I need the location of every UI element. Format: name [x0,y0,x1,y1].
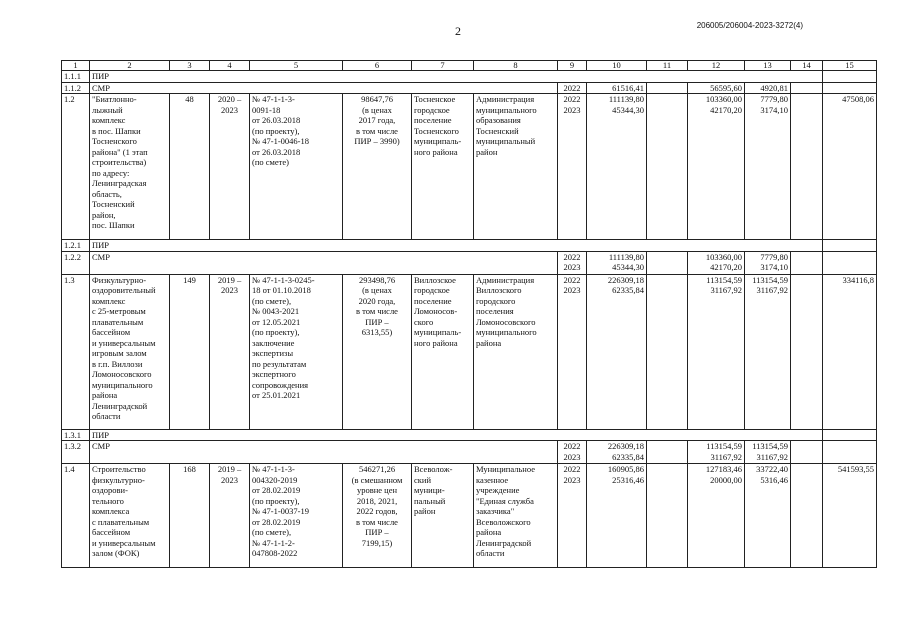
table-row [62,251,877,274]
object-name: Физкультурно- оздоровительный комплекс с 25-метровым плавательным бассейном и универсальным игровым залом в г.п. Виллози Ломоносовского муниципального района Ленинградской области [90,274,170,429]
row-label: ПИР [90,429,823,441]
amount-cell: 127183,46 20000,00 [688,464,745,568]
column-number-row [62,61,877,71]
row-label: СМР [90,82,558,94]
row-number: 1.2 [62,94,90,240]
table-row [62,71,877,83]
page-number: 2 [455,24,461,38]
amount-cell: 113154,59 31167,92 [688,274,745,429]
amount-cell: 111139,80 45344,30 [587,94,647,240]
amount-cell: 226309,18 62335,84 [587,441,647,464]
amount-cell: 103360,00 42170,20 [688,94,745,240]
period-cell: 2019 – 2023 [210,274,250,429]
settlement-cell: Тосненское городское поселение Тосненского муниципаль- ного района [412,94,474,240]
row-label: ПИР [90,240,823,252]
amount-cell: 113154,59 31167,92 [688,441,745,464]
column-number: 4 [210,61,250,71]
row-number: 1.2.2 [62,251,90,274]
investment-table [61,60,877,568]
year-cell: 2022 2023 [558,94,587,240]
amount-cell: 113154,59 31167,92 [745,441,791,464]
column-number: 15 [823,61,877,71]
column-number: 14 [791,61,823,71]
row-number: 1.4 [62,464,90,568]
column-number: 8 [474,61,558,71]
table-row [62,274,877,429]
document-code: 206005/206004-2023-3272(4) [696,21,803,30]
column-number: 3 [170,61,210,71]
amount-cell: 111139,80 45344,30 [587,251,647,274]
expertise-cell: № 47-1-1-3- 004320-2019 от 28.02.2019 (по проекту), № 47-1-0037-19 от 28.02.2019 (по смете), № 47-1-1-2- 047808-2022 [250,464,343,568]
settlement-cell: Всеволож- ский муници- пальный район [412,464,474,568]
table-row [62,464,877,568]
column-number: 9 [558,61,587,71]
total-cell: 541593,55 [823,464,877,568]
amount-cell: 7779,80 3174,10 [745,251,791,274]
column-number: 13 [745,61,791,71]
amount-cell: 4920,81 [745,82,791,94]
settlement-cell: Виллозское городское поселение Ломоносов- ского муниципаль- ного района [412,274,474,429]
year-cell: 2022 2023 [558,464,587,568]
amount-cell: 33722,40 5316,46 [745,464,791,568]
cost-cell: 546271,26 (в смешанном уровне цен 2018, 2021, 2022 годов, в том числе ПИР – 7199,15) [343,464,412,568]
row-number: 1.1.1 [62,71,90,83]
cell-value: 168 [170,464,210,568]
row-label: ПИР [90,71,823,83]
amount-cell: 56595,60 [688,82,745,94]
cell-value: 149 [170,274,210,429]
customer-cell: Администрация Виллозского городского поселения Ломоносовского муниципального района [474,274,558,429]
column-number: 2 [90,61,170,71]
year-cell: 2022 [558,82,587,94]
cell-value: 48 [170,94,210,240]
row-number: 1.3 [62,274,90,429]
column-number: 10 [587,61,647,71]
object-name: Строительство физкультурно- оздорови- тельного комплекса с плавательным бассейном и универсальным залом (ФОК) [90,464,170,568]
period-cell: 2020 – 2023 [210,94,250,240]
cost-cell: 98647,76 (в ценах 2017 года, в том числе ПИР – 3990) [343,94,412,240]
column-number: 5 [250,61,343,71]
amount-cell: 103360,00 42170,20 [688,251,745,274]
row-number: 1.3.1 [62,429,90,441]
table-row [62,94,877,240]
cost-cell: 293498,76 (в ценах 2020 года, в том числе ПИР – 6313,55) [343,274,412,429]
period-cell: 2019 – 2023 [210,464,250,568]
row-label: СМР [90,441,558,464]
table-row [62,240,877,252]
amount-cell: 7779,80 3174,10 [745,94,791,240]
total-cell: 334116,8 [823,274,877,429]
table-row [62,429,877,441]
row-number: 1.1.2 [62,82,90,94]
row-number: 1.2.1 [62,240,90,252]
year-cell: 2022 2023 [558,274,587,429]
table-row [62,82,877,94]
expertise-cell: № 47-1-1-3-0245- 18 от 01.10.2018 (по смете), № 0043-2021 от 12.05.2021 (по проекту), заключение экспертизы по результатам экспертного сопровождения от 25.01.2021 [250,274,343,429]
amount-cell: 160905,86 25316,46 [587,464,647,568]
amount-cell: 226309,18 62335,84 [587,274,647,429]
customer-cell: Муниципальное казенное учреждение "Единая служба заказчика" Всеволожского района Ленинградской области [474,464,558,568]
object-name: "Биатлонно- лыжный комплекс в пос. Шапки Тосненского района" (1 этап строительства) по адресу: Ленинградская область, Тосненский район, пос. Шапки [90,94,170,240]
expertise-cell: № 47-1-1-3- 0091-18 от 26.03.2018 (по проекту), № 47-1-0046-18 от 26.03.2018 (по смете) [250,94,343,240]
column-number: 1 [62,61,90,71]
total-cell: 47508,06 [823,94,877,240]
customer-cell: Администрация муниципального образования Тосненский муниципальный район [474,94,558,240]
column-number: 11 [647,61,688,71]
column-number: 7 [412,61,474,71]
row-number: 1.3.2 [62,441,90,464]
column-number: 6 [343,61,412,71]
year-cell: 2022 2023 [558,441,587,464]
amount-cell: 61516,41 [587,82,647,94]
table-row [62,441,877,464]
row-label: СМР [90,251,558,274]
column-number: 12 [688,61,745,71]
amount-cell: 113154,59 31167,92 [745,274,791,429]
year-cell: 2022 2023 [558,251,587,274]
